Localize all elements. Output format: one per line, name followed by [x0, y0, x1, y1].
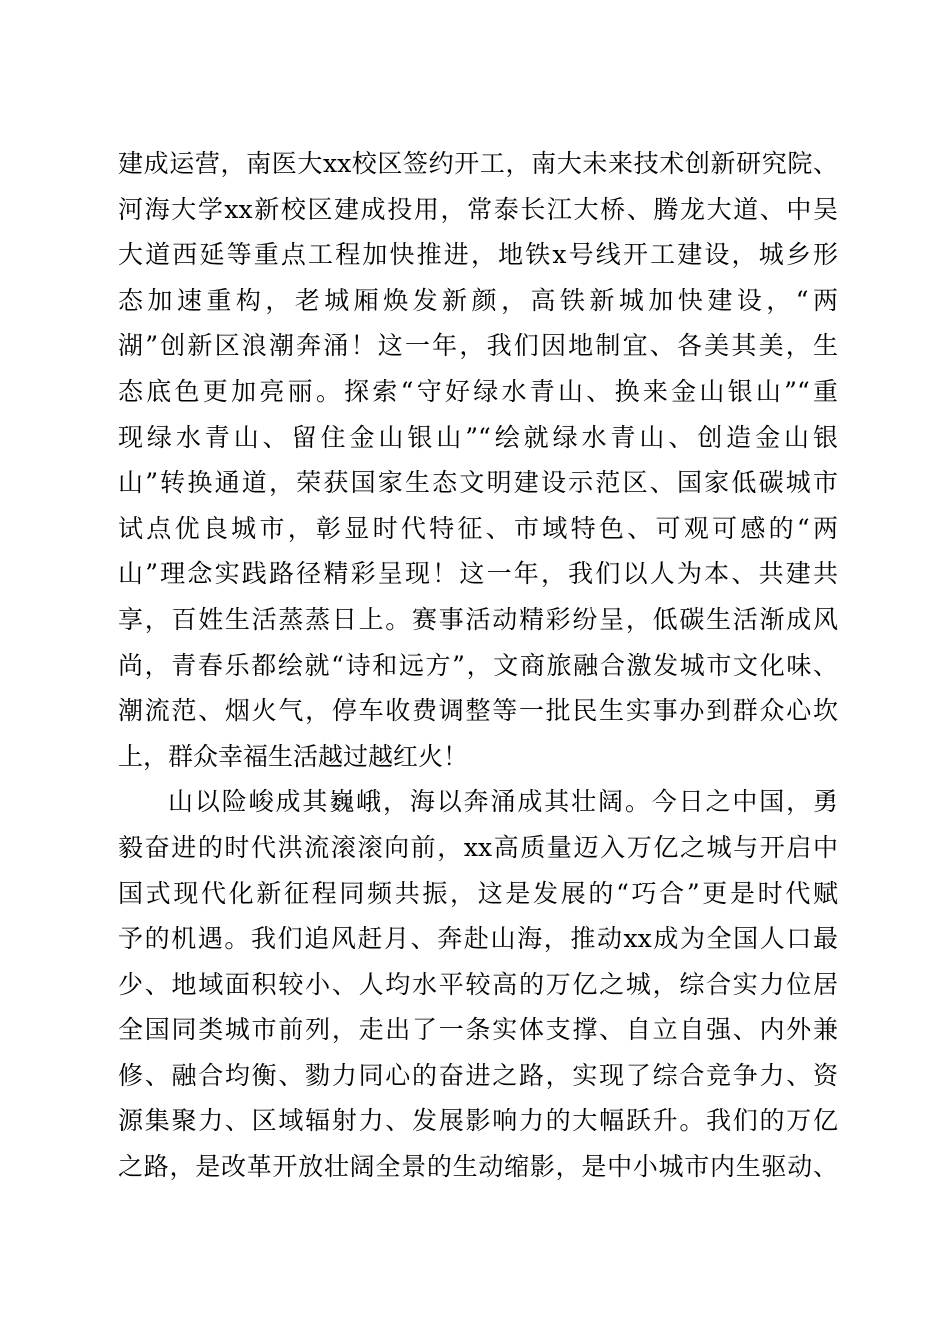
text-line: 河海大学xx新校区建成投用，常泰长江大桥、腾龙大道、中吴	[118, 194, 838, 224]
text-line: 态加速重构，老城厢焕发新颜，高铁新城加快建设，“两	[118, 285, 838, 315]
text-line: 享，百姓生活蒸蒸日上。赛事活动精彩纷呈，低碳生活渐成风	[118, 604, 838, 634]
text-line: 现绿水青山、留住金山银山”“绘就绿水青山、创造金山银	[118, 422, 838, 452]
text-line: 全国同类城市前列，走出了一条实体支撑、自立自强、内外兼	[118, 1015, 838, 1045]
text-line: 修、融合均衡、勠力同心的奋进之路，实现了综合竞争力、资	[118, 1060, 838, 1090]
text-line: 尚，青春乐都绘就“诗和远方”，文商旅融合激发城市文化味、	[118, 650, 838, 680]
text-line: 态底色更加亮丽。探索“守好绿水青山、换来金山银山”“重	[118, 376, 838, 406]
text-line: 山以险峻成其巍峨，海以奔涌成其壮阔。今日之中国，勇	[168, 787, 838, 817]
text-line: 上，群众幸福生活越过越红火！	[118, 741, 469, 771]
text-line: 潮流范、烟火气，停车收费调整等一批民生实事办到群众心坎	[118, 696, 838, 726]
paragraph-2	[118, 779, 838, 1189]
text-line: 建成运营，南医大xx校区签约开工，南大未来技术创新研究院、	[118, 149, 838, 178]
text-line: 之路，是改革开放壮阔全景的生动缩影，是中小城市内生驱动、	[118, 1152, 838, 1182]
text-line: 国式现代化新征程同频共振，这是发展的“巧合”更是时代赋	[118, 878, 838, 908]
text-line: 湖”创新区浪潮奔涌！这一年，我们因地制宜、各美其美，生	[118, 331, 838, 361]
text-line: 毅奋进的时代洪流滚滚向前，xx高质量迈入万亿之城与开启中	[118, 832, 838, 862]
text-line: 试点优良城市，彰显时代特征、市域特色、可观可感的“两	[118, 513, 838, 543]
text-line: 予的机遇。我们追风赶月、奔赴山海，推动xx成为全国人口最	[118, 924, 838, 954]
text-line: 山”理念实践路径精彩呈现！这一年，我们以人为本、共建共	[118, 559, 838, 589]
text-line: 少、地域面积较小、人均水平较高的万亿之城，综合实力位居	[118, 969, 838, 999]
text-line: 大道西延等重点工程加快推进，地铁x号线开工建设，城乡形	[118, 240, 838, 270]
text-line: 山”转换通道，荣获国家生态文明建设示范区、国家低碳城市	[118, 468, 838, 498]
paragraph-1	[118, 141, 838, 779]
text-line: 源集聚力、区域辐射力、发展影响力的大幅跃升。我们的万亿	[118, 1106, 838, 1136]
body-text	[118, 141, 838, 1190]
